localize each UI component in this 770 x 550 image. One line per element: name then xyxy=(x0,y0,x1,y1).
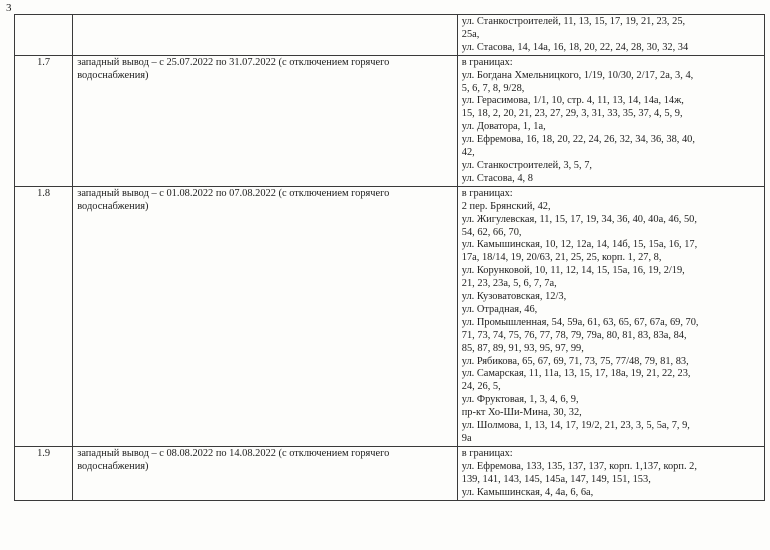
page-number: 3 xyxy=(6,2,12,14)
address-line: ул. Станкостроителей, 11, 13, 15, 17, 19, 21, 23, 25, xyxy=(461,16,686,27)
address-line: пр-кт Хо-Ши-Мина, 30, 32, xyxy=(461,407,582,419)
address-line: 24, 26, 5, xyxy=(461,381,501,393)
schedule-row xyxy=(15,55,765,186)
address-line: в границах: xyxy=(461,56,513,68)
affected-addresses-cell xyxy=(457,186,764,446)
schedule-row xyxy=(15,186,765,446)
address-line: 5, 6, 7, 8, 9/28, xyxy=(461,82,525,94)
address-line: 139, 141, 143, 145, 145а, 147, 149, 151, 153, xyxy=(461,473,651,485)
address-line: 85, 87, 89, 91, 93, 95, 97, 99, xyxy=(461,342,584,354)
row-number-cell xyxy=(15,446,73,500)
address-line: ул. Самарская, 11, 11а, 13, 15, 17, 18а, 19, 21, 22, 23, xyxy=(461,368,691,380)
address-line: ул. Ефремова, 16, 18, 20, 22, 24, 26, 32, 34, 36, 38, 40, xyxy=(461,134,695,146)
address-line: ул. Отрадная, 46, xyxy=(461,303,538,315)
address-line: в границах: xyxy=(461,447,513,459)
row-number-cell xyxy=(15,186,73,446)
outage-description-line: западный вывод – с 01.08.2022 по 07.08.2022 (с отключением горячего xyxy=(77,187,390,199)
address-line: ул. Стасова, 14, 14а, 16, 18, 20, 22, 24, 28, 30, 32, 34 xyxy=(461,41,689,53)
address-line: ул. Рябикова, 65, 67, 69, 71, 73, 75, 77/48, 79, 81, 83, xyxy=(461,355,689,367)
address-line: ул. Доватора, 1, 1а, xyxy=(461,121,546,133)
row-number-cell xyxy=(15,55,73,186)
address-line: 42, xyxy=(461,147,475,159)
affected-addresses-cell xyxy=(457,446,764,500)
address-line: ул. Камышинская, 4, 4а, 6, 6а, xyxy=(461,486,594,498)
address-line: ул. Шолмова, 1, 13, 14, 17, 19/2, 21, 23, 3, 5, 5а, 7, 9, xyxy=(461,420,690,432)
outage-description-line: водоснабжения) xyxy=(77,200,149,212)
schedule-row xyxy=(15,446,765,500)
outage-schedule-table xyxy=(14,14,765,501)
row-number-cell xyxy=(15,15,73,56)
outage-description-line: западный вывод – с 25.07.2022 по 31.07.2022 (с отключением горячего xyxy=(77,56,390,68)
schedule-row xyxy=(15,15,765,56)
address-line: 21, 23, 23а, 5, 6, 7, 7а, xyxy=(461,278,557,290)
address-line: в границах: xyxy=(461,187,513,199)
address-line: 71, 73, 74, 75, 76, 77, 78, 79, 79а, 80, 81, 83, 83а, 84, xyxy=(461,329,687,341)
affected-addresses-cell xyxy=(457,15,764,56)
affected-addresses-cell xyxy=(457,55,764,186)
address-line: ул. Корунковой, 10, 11, 12, 14, 15, 15а, 16, 19, 2/19, xyxy=(461,265,685,277)
address-line: ул. Стасова, 4, 8 xyxy=(461,172,533,184)
address-line: 15, 18, 2, 20, 21, 23, 27, 29, 3, 31, 33, 35, 37, 4, 5, 9, xyxy=(461,108,683,120)
address-line: ул. Жигулевская, 11, 15, 17, 19, 34, 36, 40, 40а, 46, 50, xyxy=(461,213,697,225)
outage-description-cell xyxy=(73,446,458,500)
outage-description-line: западный вывод – с 08.08.2022 по 14.08.2022 (с отключением горячего xyxy=(77,447,390,459)
address-line: ул. Герасимова, 1/1, 10, стр. 4, 11, 13, 14, 14а, 14ж, xyxy=(461,95,684,107)
address-line: ул. Станкостроителей, 3, 5, 7, xyxy=(461,159,592,171)
row-number: 1.8 xyxy=(37,187,51,199)
outage-description-cell xyxy=(73,15,458,56)
address-line: ул. Кузоватовская, 12/3, xyxy=(461,291,567,303)
address-line: ул. Фруктовая, 1, 3, 4, 6, 9, xyxy=(461,394,579,406)
outage-description-line: водоснабжения) xyxy=(77,460,149,472)
outage-description-line: водоснабжения) xyxy=(77,69,149,81)
row-number: 1.9 xyxy=(37,447,51,459)
outage-description-cell xyxy=(73,55,458,186)
address-line: 17а, 18/14, 19, 20/63, 21, 25, 25, корп. 1, 27, 8, xyxy=(461,252,662,264)
address-line: 54, 62, 66, 70, xyxy=(461,226,522,238)
address-line: ул. Камышинская, 10, 12, 12а, 14, 14б, 15, 15а, 16, 17, xyxy=(461,239,698,251)
outage-description-cell xyxy=(73,186,458,446)
schedule-body xyxy=(15,15,765,501)
address-line: ул. Богдана Хмельницкого, 1/19, 10/30, 2/17, 2а, 3, 4, xyxy=(461,69,694,81)
address-line: ул. Промышленная, 54, 59а, 61, 63, 65, 67, 67а, 69, 70, xyxy=(461,316,699,328)
row-number: 1.7 xyxy=(37,56,51,68)
address-line: 25а, xyxy=(461,28,480,40)
address-line: 9а xyxy=(461,433,472,444)
address-line: ул. Ефремова, 133, 135, 137, 137, корп. 1,137, корп. 2, xyxy=(461,460,697,472)
address-line: 2 пер. Брянский, 42, xyxy=(461,200,551,212)
